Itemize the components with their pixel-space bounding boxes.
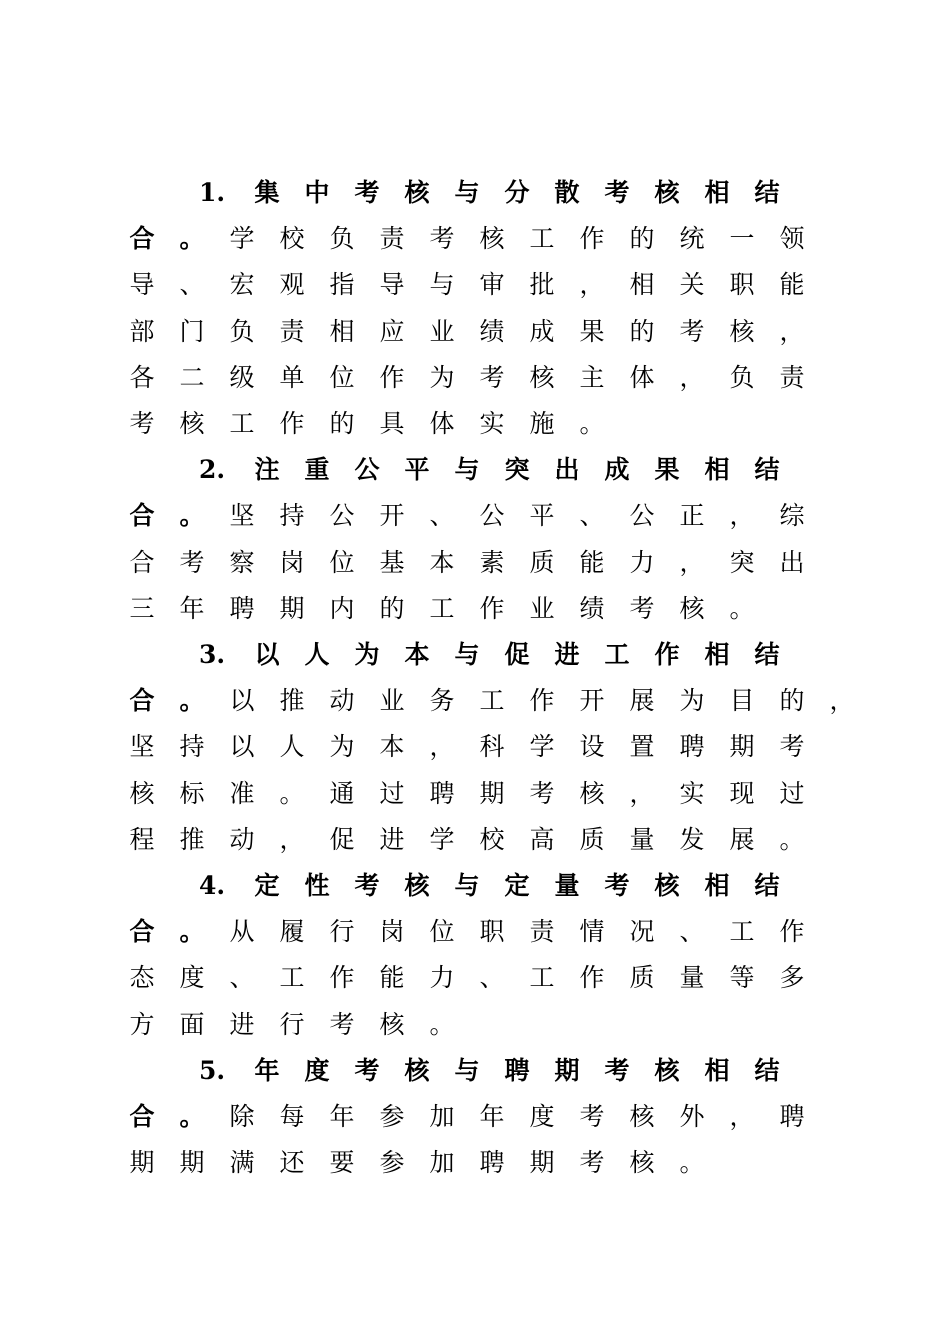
text-line: 合 考 察 岗 位 基 本 素 质 能 力 ， 突 出 [129,547,805,577]
text-line: 部 门 负 责 相 应 业 绩 成 果 的 考 核 ， [129,316,805,346]
text-line: 合 。 学 校 负 责 考 核 工 作 的 统 一 领 [129,224,805,254]
text-line: 程 推 动 ， 促 进 学 校 高 质 量 发 展 。 [129,824,805,854]
text-line: 期 期 满 还 要 参 加 聘 期 考 核 。 [129,1148,705,1178]
text-line: 合 。 除 每 年 参 加 年 度 考 核 外 ， 聘 [129,1102,805,1131]
text-line: 考 核 工 作 的 具 体 实 施 。 [129,409,605,438]
text-line: 4. 定 性 考 核 与 定 量 考 核 相 结 [198,871,780,900]
text-line: 合 。 坚 持 公 开 、 公 平 、 公 正 ， 综 [129,501,805,531]
text-line: 坚 持 以 人 为 本 ， 科 学 设 置 聘 期 考 [129,732,805,762]
text-line: 态 度 、 工 作 能 力 、 工 作 质 量 等 多 [129,963,805,993]
text-line: 三 年 聘 期 内 的 工 作 业 绩 考 核 。 [129,593,755,623]
text-line: 核 标 准 。 通 过 聘 期 考 核 ， 实 现 过 [129,778,805,808]
text-line: 方 面 进 行 考 核 。 [129,1009,455,1039]
text-line: 1. 集 中 考 核 与 分 散 考 核 相 结 [198,178,780,207]
text-line: 3. 以 人 为 本 与 促 进 工 作 相 结 [198,640,780,669]
text-line: 合 。 以 推 动 业 务 工 作 开 展 为 目 的 ， [129,686,855,716]
text-line: 导 、 宏 观 指 导 与 审 批 ， 相 关 职 能 [129,270,805,300]
text-line: 合 。 从 履 行 岗 位 职 责 情 况 、 工 作 [129,917,805,947]
text-line: 5. 年 度 考 核 与 聘 期 考 核 相 结 [198,1055,780,1085]
text-line: 2. 注 重 公 平 与 突 出 成 果 相 结 [198,455,780,485]
text-line: 各 二 级 单 位 作 为 考 核 主 体 ， 负 责 [129,362,805,392]
